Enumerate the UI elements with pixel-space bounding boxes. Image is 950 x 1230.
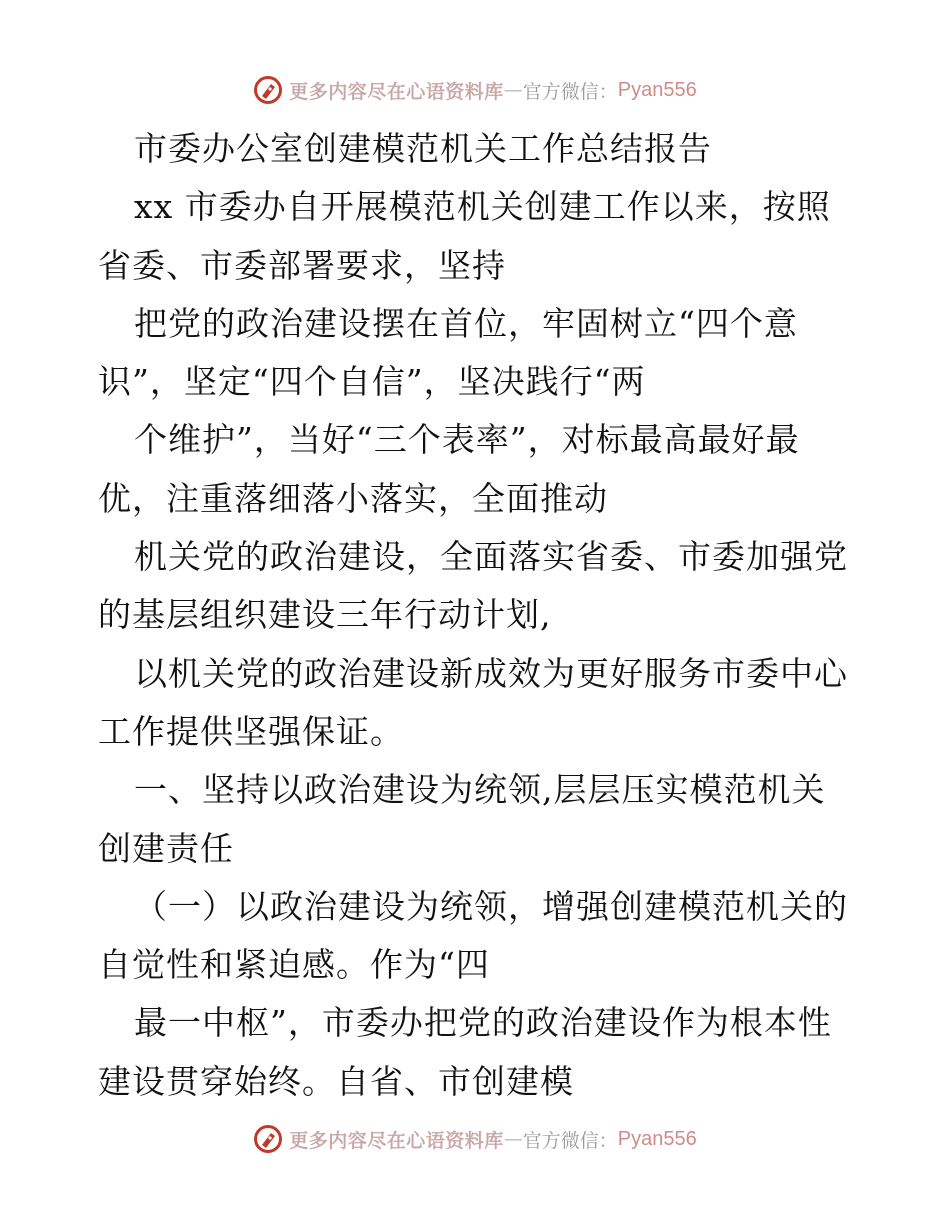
text-line: 机关党的政治建设，全面落实省委、市委加强党 xyxy=(134,537,848,577)
pen-nib-circle-icon xyxy=(253,75,283,105)
subsection-heading: （一）以政治建设为统领，增强创建模范机关的 xyxy=(134,886,848,926)
section-heading-continued: 创建责任 xyxy=(98,828,234,868)
watermark-site-text: 更多内容尽在心语资料库 xyxy=(289,1129,504,1152)
watermark-wechat-id: Pyan556 xyxy=(617,1127,697,1150)
text-line: 个维护”，当好“三个表率”，对标最高最好最 xyxy=(134,420,800,460)
text-line: 的基层组织建设三年行动计划, xyxy=(98,595,552,635)
watermark-wechat-id: Pyan556 xyxy=(617,78,697,101)
text-line: 把党的政治建设摆在首位，牢固树立“四个意 xyxy=(134,303,798,343)
watermark-site-text: 更多内容尽在心语资料库 xyxy=(289,80,504,103)
watermark-separator: — xyxy=(503,1128,523,1150)
footer-watermark xyxy=(0,1121,950,1157)
text-line: 优，注重落细落小落实，全面推动 xyxy=(98,478,608,518)
text-line: 工作提供坚强保证。 xyxy=(98,711,404,751)
document-body xyxy=(98,120,858,1111)
section-heading: 一、坚持以政治建设为统领,层层压实模范机关 xyxy=(134,770,826,810)
watermark-official-label: 官方微信： xyxy=(522,1129,618,1152)
text-line: 自觉性和紧迫感。作为“四 xyxy=(98,945,490,985)
pen-nib-circle-icon xyxy=(253,1124,283,1154)
text-line: 识”，坚定“四个自信”，坚决践行“两 xyxy=(98,362,646,402)
watermark-separator: — xyxy=(503,79,523,101)
text-line: 以机关党的政治建设新成效为更好服务市委中心 xyxy=(134,653,848,693)
header-watermark xyxy=(0,72,950,108)
text-line: 建设贯穿始终。自省、市创建模 xyxy=(98,1061,574,1101)
watermark-official-label: 官方微信： xyxy=(522,80,618,103)
text-line: 最一中枢”，市委办把党的政治建设作为根本性 xyxy=(134,1003,832,1043)
text-line: 省委、市委部署要求，坚持 xyxy=(98,245,506,285)
text-line: xx 市委办自开展模范机关创建工作以来，按照 xyxy=(134,187,831,227)
document-title: 市委办公室创建模范机关工作总结报告 xyxy=(134,129,712,168)
